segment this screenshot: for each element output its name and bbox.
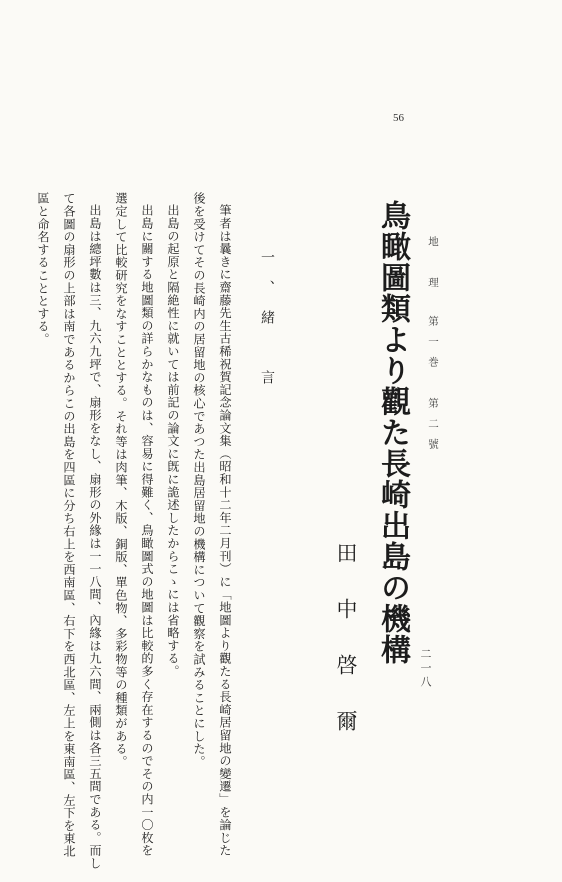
body-line: 後を受けてその長崎内の居留地の核心であつた出島居留地の機構について觀察を試みることにした。: [192, 192, 206, 768]
folio-number: 二一八: [419, 648, 432, 690]
body-text: [30, 192, 238, 870]
running-head: [426, 236, 441, 459]
article-author: 田中啓爾: [334, 542, 358, 766]
body-line: 出島に關する地圖類の詳らかなものは、容易に得難く、鳥瞰圖式の地圖は比較的多く存在するのでその内一〇枚を: [140, 204, 154, 857]
page-number: 56: [393, 112, 404, 124]
body-line: 出島は總坪數は三、九六九坪で、扇形をなし、扇形の外緣は一一八間、內緣は九六間、兩側は各三五間である。而し: [88, 204, 102, 870]
journal-name: 地 理: [427, 236, 439, 298]
section-heading: 一、緒 言: [259, 250, 275, 400]
body-line: て各圖の扇形の上部は南であるからこの出島を四區に分ち右上を西南區、右下を西北區、左上を東南區、左下を東北: [62, 192, 76, 858]
body-line: 出島の起原と隔絶性に就いては前記の論文に旣に詭述したからこゝには省略する。: [166, 204, 180, 678]
volume-issue: 第一巻 第二號: [427, 315, 439, 459]
article-title: 鳥瞰圖類より觀た長崎出島の機構: [375, 200, 410, 665]
body-line: 區と命名することとする。: [36, 192, 50, 346]
body-line: 選定して比較研究をなすこととする。それ等は肉筆、木版、銅版、單色物、多彩物等の種類がある。: [114, 192, 128, 768]
body-line: 筆者は曩きに齋藤先生古稀祝賀記念論文集（昭和十二年二月刊）に「地圖より觀たる長崎居留地の變遷」を論じた: [218, 204, 232, 857]
